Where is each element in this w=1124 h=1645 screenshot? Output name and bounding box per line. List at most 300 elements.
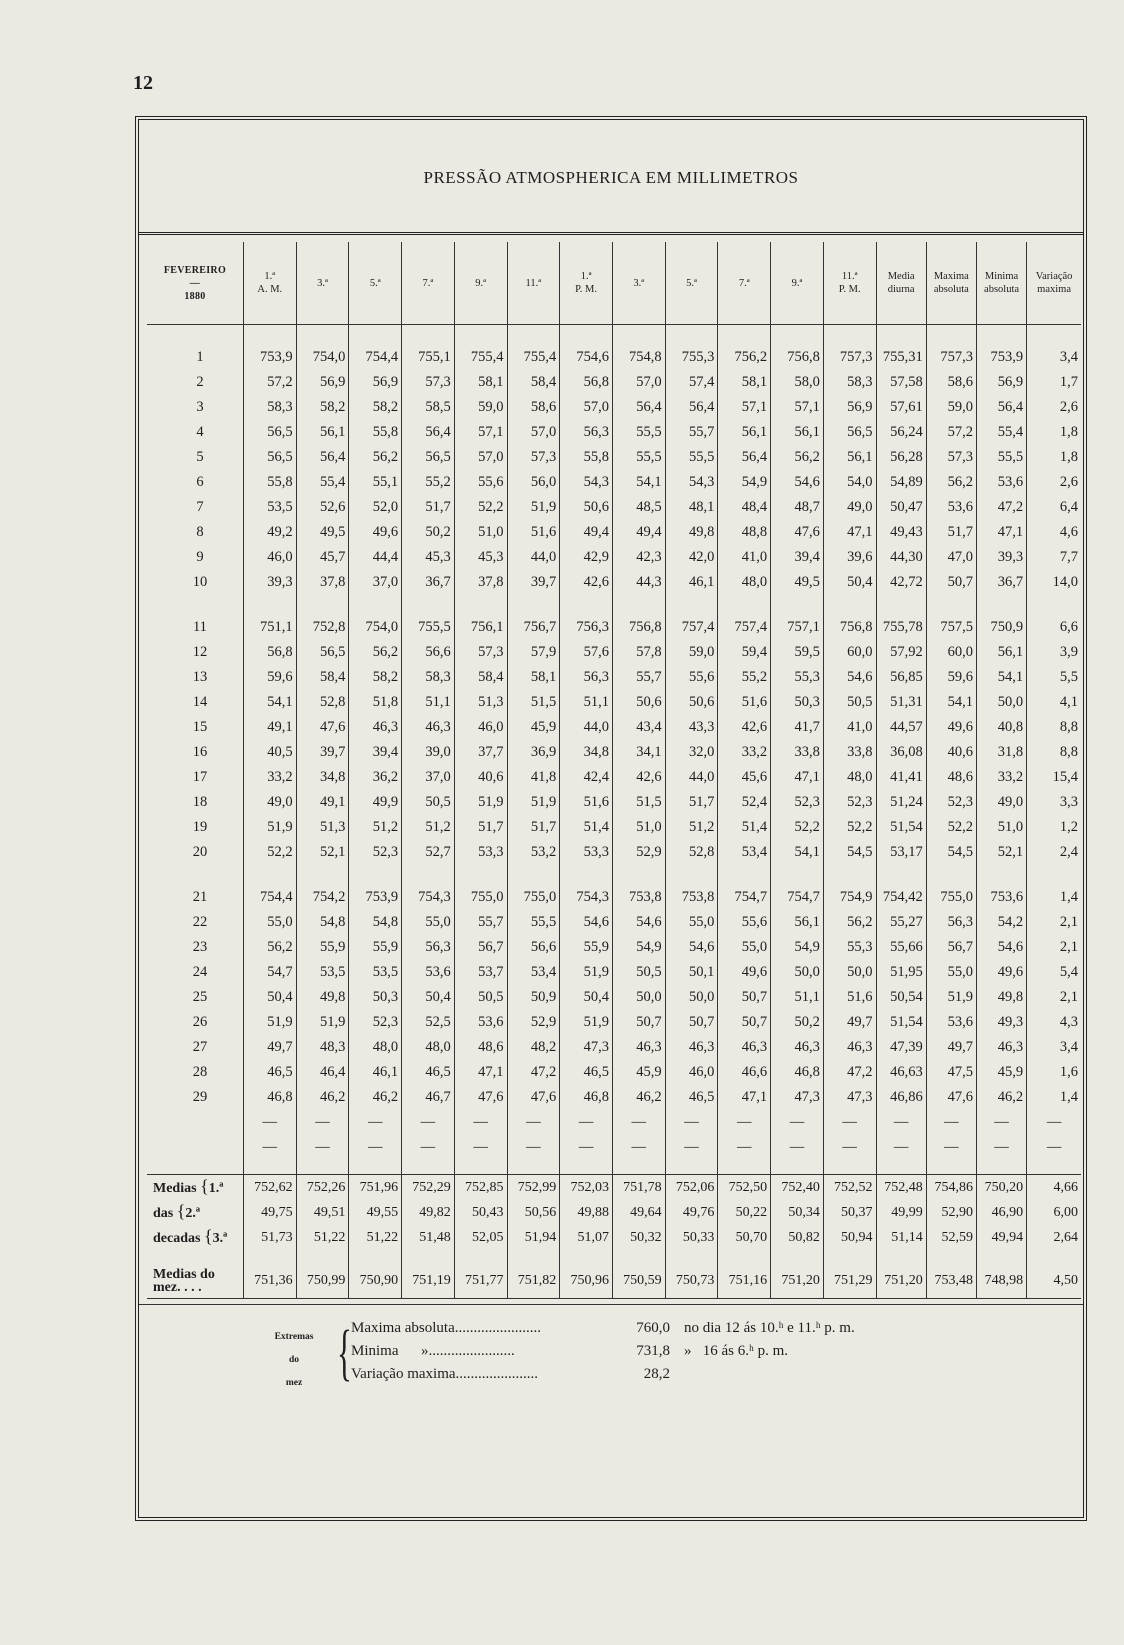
decade-mean-cell: 49,55: [349, 1200, 402, 1225]
value-cell: 756,8: [612, 615, 665, 640]
value-cell: 57,58: [876, 370, 926, 395]
value-cell: 50,2: [402, 520, 455, 545]
value-cell: 33,2: [718, 740, 771, 765]
spacer-cell: [876, 1250, 926, 1264]
month-mean-cell: 751,20: [771, 1264, 824, 1299]
table-row: [147, 640, 1081, 665]
value-cell: 2,1: [1059, 914, 1078, 930]
value-cell: 55,3: [771, 665, 824, 690]
value-cell: 56,24: [876, 420, 926, 445]
value-cell: 42,72: [876, 570, 926, 595]
value-cell: 52,9: [612, 840, 665, 865]
value-cell: 51,95: [876, 960, 926, 985]
spacer-row: [147, 865, 1081, 885]
column-header: [507, 242, 560, 325]
value-cell: 58,3: [402, 665, 455, 690]
dash-cell: —: [1046, 1139, 1062, 1155]
value-cell: 36,2: [349, 765, 402, 790]
day-cell: 26: [147, 1010, 243, 1035]
extreme-row-min: [351, 1343, 788, 1360]
value-cell: 55,2: [402, 470, 455, 495]
decade-mean-cell: 752,06: [665, 1175, 718, 1201]
value-cell: 48,0: [349, 1035, 402, 1060]
value-cell: 58,2: [349, 395, 402, 420]
page-number: 12: [133, 72, 153, 94]
value-cell: 55,27: [876, 910, 926, 935]
value-cell: 54,2: [976, 910, 1026, 935]
spacer-cell: [926, 1160, 976, 1175]
value-cell: 57,4: [665, 370, 718, 395]
decade-number: 2.ª: [185, 1206, 201, 1221]
decade-mean-cell: 50,32: [612, 1225, 665, 1250]
spacer-cell: [560, 865, 613, 885]
value-cell: 46,2: [976, 1085, 1026, 1110]
column-header: [349, 242, 402, 325]
spacer-cell: [976, 325, 1026, 340]
table-row: [147, 960, 1081, 985]
month-mean-cell: 751,19: [402, 1264, 455, 1299]
decade-mean-cell: 6,00: [1053, 1204, 1078, 1220]
decade-mean-cell: 49,82: [402, 1200, 455, 1225]
decade-mean-cell: 2,64: [1053, 1229, 1078, 1245]
decade-mean-cell: 752,99: [507, 1175, 560, 1201]
day-cell: 1: [147, 339, 243, 370]
value-cell: 50,4: [243, 985, 296, 1010]
value-cell: 756,8: [823, 615, 876, 640]
value-cell: 48,5: [612, 495, 665, 520]
value-cell: 50,5: [454, 985, 507, 1010]
month-mean-cell: 751,16: [718, 1264, 771, 1299]
value-cell: 39,3: [976, 545, 1026, 570]
value-cell: 46,3: [823, 1035, 876, 1060]
column-header-line: Maxima: [933, 271, 969, 282]
dash-cell: —: [560, 1110, 613, 1135]
value-cell: 55,5: [665, 445, 718, 470]
spacer-cell: [665, 1250, 718, 1264]
value-cell: 757,5: [926, 615, 976, 640]
value-cell: 51,2: [402, 815, 455, 840]
month-mean-cell: 751,36: [243, 1264, 296, 1299]
value-cell: 45,9: [507, 715, 560, 740]
value-cell: 52,5: [402, 1010, 455, 1035]
extreme-row-max: [351, 1320, 855, 1337]
value-cell: 751,1: [243, 615, 296, 640]
dash-row: [147, 1110, 1081, 1135]
table-row: [147, 520, 1081, 545]
value-cell: 58,1: [507, 665, 560, 690]
spacer-cell: [296, 325, 349, 340]
value-cell: 48,6: [454, 1035, 507, 1060]
value-cell: 50,4: [560, 985, 613, 1010]
value-cell: 50,0: [612, 985, 665, 1010]
extremes-label-line: mez: [285, 1378, 303, 1388]
dash-cell: —: [823, 1110, 876, 1135]
value-cell: 46,6: [718, 1060, 771, 1085]
value-cell: 54,1: [771, 840, 824, 865]
value-cell: 54,0: [823, 470, 876, 495]
extreme-note: » 16 ás 6.ʰ p. m.: [684, 1343, 788, 1359]
day-cell: 2: [147, 370, 243, 395]
value-cell: 56,1: [771, 420, 824, 445]
value-cell: 52,7: [402, 840, 455, 865]
day-cell: 7: [147, 495, 243, 520]
value-cell: 53,17: [876, 840, 926, 865]
spacer-cell: [507, 325, 560, 340]
column-header: [454, 242, 507, 325]
value-cell: 34,8: [296, 765, 349, 790]
value-cell: 56,2: [823, 910, 876, 935]
value-cell: 51,9: [507, 790, 560, 815]
decade-label-cell: [147, 1225, 243, 1250]
value-cell: 46,63: [876, 1060, 926, 1085]
month-mean-cell: 750,73: [665, 1264, 718, 1299]
value-cell: 750,9: [976, 615, 1026, 640]
value-cell: 53,4: [718, 840, 771, 865]
spacer-cell: [876, 1160, 926, 1175]
spacer-cell: [823, 595, 876, 615]
value-cell: 46,5: [665, 1085, 718, 1110]
value-cell: 49,4: [560, 520, 613, 545]
day-cell: 19: [147, 815, 243, 840]
value-cell: 754,6: [560, 339, 613, 370]
column-header: [771, 242, 824, 325]
value-cell: 47,6: [454, 1085, 507, 1110]
value-cell: 51,5: [612, 790, 665, 815]
value-cell: 55,6: [454, 470, 507, 495]
value-cell: 52,1: [296, 840, 349, 865]
value-cell: 49,5: [296, 520, 349, 545]
value-cell: 37,8: [296, 570, 349, 595]
column-header-line: 11.ª: [841, 271, 858, 282]
value-cell: 4,3: [1059, 1014, 1078, 1030]
month-mean-cell: 4,50: [1027, 1264, 1081, 1299]
value-cell: 48,0: [718, 570, 771, 595]
value-cell: 59,0: [926, 395, 976, 420]
row-header-year: 1880: [184, 290, 206, 302]
value-cell: 46,1: [349, 1060, 402, 1085]
extreme-value: 760,0: [636, 1320, 670, 1336]
value-cell: 754,8: [612, 339, 665, 370]
value-cell: 52,3: [349, 840, 402, 865]
column-header: [243, 242, 296, 325]
value-cell: 54,1: [976, 665, 1026, 690]
decade-mean-cell: 49,88: [560, 1200, 613, 1225]
value-cell: 45,7: [296, 545, 349, 570]
value-cell: 39,3: [243, 570, 296, 595]
value-cell: 57,0: [612, 370, 665, 395]
value-cell: 50,9: [507, 985, 560, 1010]
value-cell: 46,3: [718, 1035, 771, 1060]
dash-cell: —: [454, 1110, 507, 1135]
decade-mean-cell: 50,37: [823, 1200, 876, 1225]
decade-mean-cell: 52,90: [926, 1200, 976, 1225]
table-row: [147, 395, 1081, 420]
spacer-cell: [926, 865, 976, 885]
value-cell: 45,3: [402, 545, 455, 570]
dash-cell: —: [823, 1135, 876, 1160]
table-row: [147, 1035, 1081, 1060]
value-cell: 45,6: [718, 765, 771, 790]
value-cell: 56,3: [560, 665, 613, 690]
value-cell: 3,3: [1059, 794, 1078, 810]
value-cell: 58,5: [402, 395, 455, 420]
dash-cell: —: [876, 1110, 926, 1135]
spacer-cell: [147, 325, 243, 340]
value-cell: 48,0: [823, 765, 876, 790]
value-cell: 56,5: [296, 640, 349, 665]
spacer-cell: [612, 595, 665, 615]
value-cell: 52,2: [243, 840, 296, 865]
value-cell: 754,0: [349, 615, 402, 640]
table-row: [147, 690, 1081, 715]
decade-mean-cell: 50,22: [718, 1200, 771, 1225]
value-cell: 57,1: [454, 420, 507, 445]
table-row: [147, 815, 1081, 840]
value-cell: 56,3: [560, 420, 613, 445]
value-cell: 56,9: [976, 370, 1026, 395]
dash-cell: —: [926, 1135, 976, 1160]
value-cell: 58,6: [507, 395, 560, 420]
value-cell: 47,3: [560, 1035, 613, 1060]
value-cell: 56,9: [296, 370, 349, 395]
value-cell: 47,1: [771, 765, 824, 790]
spacer-cell: [402, 595, 455, 615]
table-row: [147, 339, 1081, 370]
value-cell: 52,8: [665, 840, 718, 865]
day-cell: 4: [147, 420, 243, 445]
value-cell: 56,7: [926, 935, 976, 960]
value-cell: 57,3: [454, 640, 507, 665]
value-cell: 50,47: [876, 495, 926, 520]
table-row: [147, 935, 1081, 960]
value-cell: 47,6: [926, 1085, 976, 1110]
value-cell: 755,3: [665, 339, 718, 370]
value-cell: 755,0: [507, 885, 560, 910]
value-cell: 6,4: [1059, 499, 1078, 515]
spacer-cell: [718, 325, 771, 340]
spacer-cell: [560, 325, 613, 340]
decade-mean-cell: 751,96: [349, 1175, 402, 1201]
value-cell: 56,1: [771, 910, 824, 935]
day-cell: 15: [147, 715, 243, 740]
column-header-line: 7.ª: [738, 277, 750, 289]
day-cell: 27: [147, 1035, 243, 1060]
value-cell: 47,2: [976, 495, 1026, 520]
value-cell: 56,4: [665, 395, 718, 420]
dash-cell: —: [665, 1110, 718, 1135]
column-header-line: absoluta: [984, 284, 1020, 295]
decade-mean-cell: 752,48: [876, 1175, 926, 1201]
value-cell: 51,9: [243, 815, 296, 840]
value-cell: 59,0: [454, 395, 507, 420]
decade-mean-cell: 752,85: [454, 1175, 507, 1201]
value-cell: 46,3: [976, 1035, 1026, 1060]
extremes-label-line: do: [288, 1355, 300, 1365]
table-title: PRESSÃO ATMOSPHERICA EM MILLIMETROS: [423, 168, 799, 187]
value-cell: 55,7: [454, 910, 507, 935]
value-cell: 5,4: [1059, 964, 1078, 980]
value-cell: 757,4: [665, 615, 718, 640]
value-cell: 4,6: [1059, 524, 1078, 540]
value-cell: 56,4: [718, 445, 771, 470]
value-cell: 755,1: [402, 339, 455, 370]
value-cell: 46,5: [243, 1060, 296, 1085]
month-label-line: mez. . . .: [153, 1280, 202, 1295]
dash-cell: —: [926, 1110, 976, 1135]
value-cell: 50,6: [665, 690, 718, 715]
value-cell: 50,7: [718, 985, 771, 1010]
value-cell: 51,1: [560, 690, 613, 715]
value-cell: 51,9: [454, 790, 507, 815]
spacer-cell: [296, 1250, 349, 1264]
day-cell: 18: [147, 790, 243, 815]
value-cell: 50,6: [612, 690, 665, 715]
column-header: [560, 242, 613, 325]
day-cell: 11: [147, 615, 243, 640]
dash-cell: —: [507, 1110, 560, 1135]
spacer-cell: [823, 865, 876, 885]
value-cell: 47,0: [926, 545, 976, 570]
row-header-dash: —: [189, 277, 201, 289]
value-cell: 754,7: [718, 885, 771, 910]
value-cell: 55,8: [243, 470, 296, 495]
value-cell: 51,9: [926, 985, 976, 1010]
value-cell: 15,4: [1052, 769, 1078, 785]
value-cell: 57,1: [718, 395, 771, 420]
value-cell: 52,8: [296, 690, 349, 715]
value-cell: 58,6: [926, 370, 976, 395]
value-cell: 50,1: [665, 960, 718, 985]
value-cell: 3,4: [1059, 1039, 1078, 1055]
value-cell: 754,4: [349, 339, 402, 370]
column-header-line: Media: [887, 271, 915, 282]
value-cell: 55,8: [349, 420, 402, 445]
value-cell: 56,4: [612, 395, 665, 420]
value-cell: 51,1: [771, 985, 824, 1010]
spacer-cell: [349, 1250, 402, 1264]
value-cell: 54,3: [665, 470, 718, 495]
value-cell: 47,3: [823, 1085, 876, 1110]
value-cell: 40,5: [243, 740, 296, 765]
value-cell: 50,0: [823, 960, 876, 985]
value-cell: 56,3: [926, 910, 976, 935]
column-header-line: 11.ª: [525, 277, 542, 289]
value-cell: 54,1: [612, 470, 665, 495]
value-cell: 52,6: [296, 495, 349, 520]
spacer-cell: [560, 595, 613, 615]
table-row: [147, 495, 1081, 520]
bottom-rule: [139, 1304, 1083, 1305]
spacer-cell: [560, 1250, 613, 1264]
value-cell: 54,5: [823, 840, 876, 865]
spacer-cell: [243, 1160, 296, 1175]
dash-cell: —: [612, 1135, 665, 1160]
value-cell: 46,3: [402, 715, 455, 740]
value-cell: 42,9: [560, 545, 613, 570]
value-cell: 51,54: [876, 815, 926, 840]
column-header: [665, 242, 718, 325]
value-cell: 54,8: [349, 910, 402, 935]
value-cell: 3,4: [1059, 349, 1078, 365]
value-cell: 51,0: [612, 815, 665, 840]
value-cell: 56,6: [507, 935, 560, 960]
value-cell: 33,2: [243, 765, 296, 790]
month-mean-cell: 750,99: [296, 1264, 349, 1299]
value-cell: 49,6: [349, 520, 402, 545]
value-cell: 47,6: [507, 1085, 560, 1110]
value-cell: 37,0: [349, 570, 402, 595]
column-header: [296, 242, 349, 325]
value-cell: 51,0: [454, 520, 507, 545]
decade-mean-cell: 49,64: [612, 1200, 665, 1225]
value-cell: 34,1: [612, 740, 665, 765]
value-cell: 57,0: [560, 395, 613, 420]
value-cell: 3,9: [1059, 644, 1078, 660]
value-cell: 51,54: [876, 1010, 926, 1035]
value-cell: 51,5: [507, 690, 560, 715]
spacer-cell: [402, 325, 455, 340]
value-cell: 755,4: [507, 339, 560, 370]
extreme-name: Variação maxima......................: [351, 1366, 539, 1382]
day-cell: 8: [147, 520, 243, 545]
value-cell: 56,5: [402, 445, 455, 470]
value-cell: 49,7: [926, 1035, 976, 1060]
value-cell: 55,9: [560, 935, 613, 960]
value-cell: 49,5: [771, 570, 824, 595]
table-row: [147, 985, 1081, 1010]
value-cell: 55,7: [612, 665, 665, 690]
spacer-row: [147, 325, 1081, 340]
value-cell: 55,5: [976, 445, 1026, 470]
decade-mean-cell: 51,94: [507, 1225, 560, 1250]
value-cell: 41,0: [718, 545, 771, 570]
day-cell: 25: [147, 985, 243, 1010]
day-cell: 22: [147, 910, 243, 935]
value-cell: 755,0: [454, 885, 507, 910]
value-cell: 55,2: [718, 665, 771, 690]
table-row: [147, 1085, 1081, 1110]
value-cell: 56,9: [349, 370, 402, 395]
value-cell: 56,2: [771, 445, 824, 470]
value-cell: 757,3: [823, 339, 876, 370]
value-cell: 1,2: [1059, 819, 1078, 835]
decade-mean-row: [147, 1175, 1081, 1201]
value-cell: 54,9: [612, 935, 665, 960]
dash-cell: —: [976, 1110, 1026, 1135]
value-cell: 46,2: [349, 1085, 402, 1110]
dash-cell: —: [243, 1110, 296, 1135]
value-cell: 49,3: [976, 1010, 1026, 1035]
value-cell: 55,5: [612, 445, 665, 470]
dash-cell: —: [349, 1135, 402, 1160]
value-cell: 755,78: [876, 615, 926, 640]
day-cell: 13: [147, 665, 243, 690]
value-cell: 54,7: [243, 960, 296, 985]
decade-brace: {: [176, 1201, 186, 1221]
table-row: [147, 420, 1081, 445]
extreme-name: Maxima absoluta.......................: [351, 1320, 541, 1336]
value-cell: 41,7: [771, 715, 824, 740]
spacer-cell: [147, 865, 243, 885]
value-cell: 54,1: [926, 690, 976, 715]
value-cell: 37,8: [454, 570, 507, 595]
decade-mean-cell: 50,33: [665, 1225, 718, 1250]
spacer-cell: [349, 595, 402, 615]
value-cell: 47,1: [454, 1060, 507, 1085]
value-cell: 55,0: [402, 910, 455, 935]
value-cell: 39,4: [771, 545, 824, 570]
value-cell: 51,3: [454, 690, 507, 715]
